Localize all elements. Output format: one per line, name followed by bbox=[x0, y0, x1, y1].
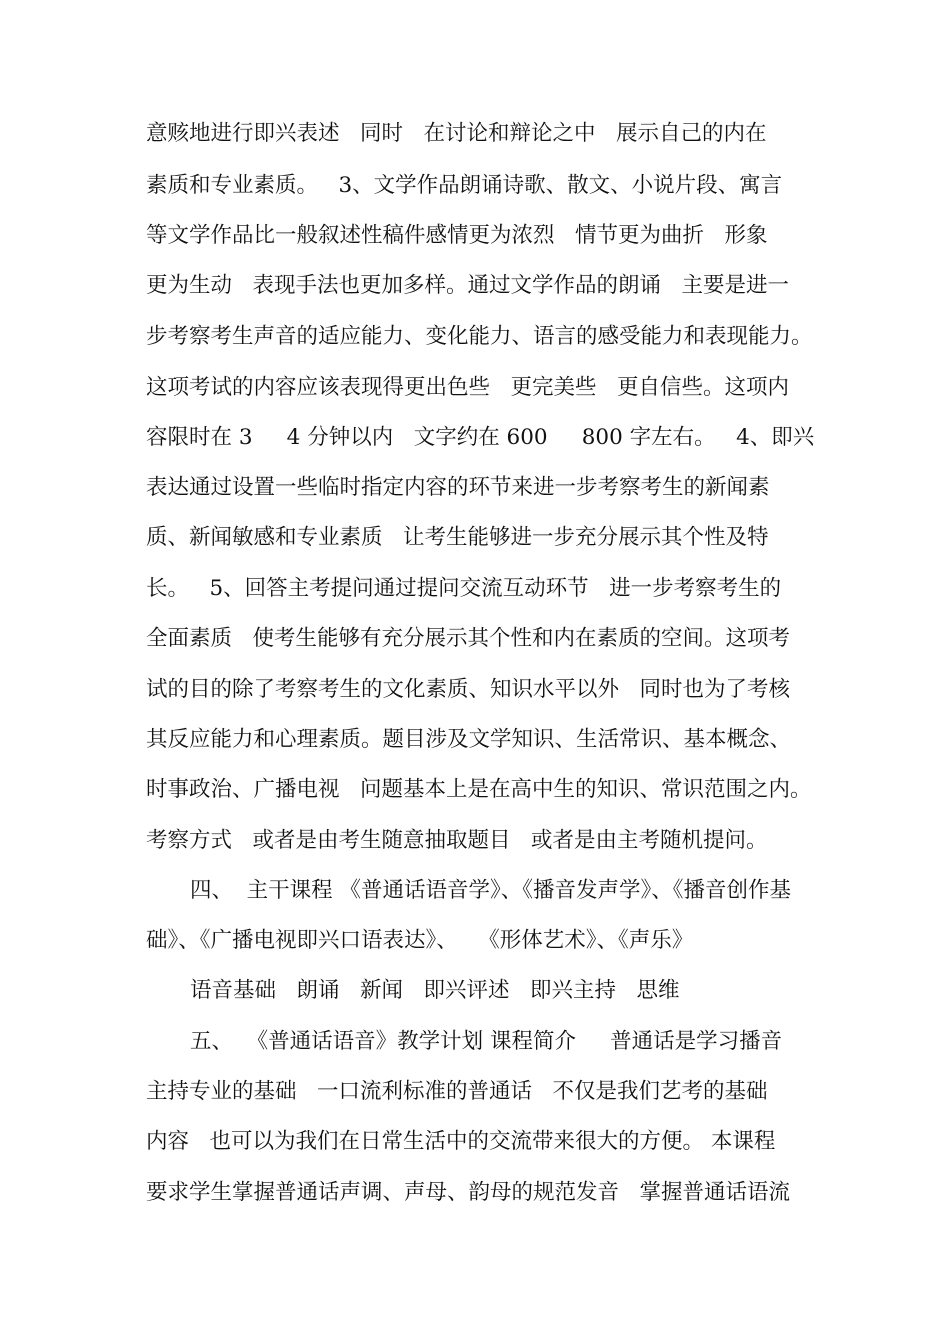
text-line: 要求学生掌握普通话声调、声母、韵母的规范发音 掌握普通话语流 bbox=[146, 1180, 791, 1205]
text-line: 内容 也可以为我们在日常生活中的交流带来很大的方便。 本课程 bbox=[146, 1129, 776, 1154]
text-line: 步考察考生声音的适应能力、变化能力、语言的感受能力和表现能力。 bbox=[146, 324, 813, 349]
text-line: 容限时在 3 4 分钟以内 文字约在 600 800 字左右。 4、即兴 bbox=[146, 425, 815, 450]
text-line: 全面素质 使考生能够有充分展示其个性和内在素质的空间。这项考 bbox=[146, 626, 791, 651]
text-line: 意赅地进行即兴表述 同时 在讨论和辩论之中 展示自己的内在 bbox=[146, 121, 767, 146]
section-heading-line: 五、 《普通话语音》教学计划 课程简介 普通话是学习播音 bbox=[190, 1029, 783, 1054]
text-line: 长。 5、回答主考提问通过提问交流互动环节 进一步考察考生的 bbox=[146, 576, 782, 601]
text-line: 素质和专业素质。 3、文学作品朗诵诗歌、散文、小说片段、寓言 bbox=[146, 173, 783, 198]
text-line: 时事政治、广播电视 问题基本上是在高中生的知识、常识范围之内。 bbox=[146, 777, 812, 802]
text-line: 等文学作品比一般叙述性稿件感情更为浓烈 情节更为曲折 形象 bbox=[146, 223, 768, 248]
topic-list-line: 语音基础 朗诵 新闻 即兴评述 即兴主持 思维 bbox=[190, 978, 680, 1003]
text-line: 主持专业的基础 一口流利标准的普通话 不仅是我们艺考的基础 bbox=[146, 1079, 768, 1104]
text-line: 质、新闻敏感和专业素质 让考生能够进一步充分展示其个性及特 bbox=[146, 525, 769, 550]
text-line: 更为生动 表现手法也更加多样。通过文学作品的朗诵 主要是进一 bbox=[146, 273, 790, 298]
text-line: 试的目的除了考察考生的文化素质、知识水平以外 同时也为了考核 bbox=[146, 677, 791, 702]
text-line: 础》、《广播电视即兴口语表达》、 《形体艺术》、《声乐》 bbox=[146, 928, 694, 953]
text-line: 表达通过设置一些临时指定内容的环节来进一步考察考生的新闻素 bbox=[146, 475, 770, 500]
text-line: 其反应能力和心理素质。题目涉及文学知识、生活常识、基本概念、 bbox=[146, 727, 792, 752]
section-heading-line: 四、 主干课程 《普通话语音学》、《播音发声学》、《播音创作基 bbox=[190, 878, 792, 903]
text-line: 这项考试的内容应该表现得更出色些 更完美些 更自信些。这项内 bbox=[146, 375, 790, 400]
text-line: 考察方式 或者是由考生随意抽取题目 或者是由主考随机提问。 bbox=[146, 828, 768, 853]
